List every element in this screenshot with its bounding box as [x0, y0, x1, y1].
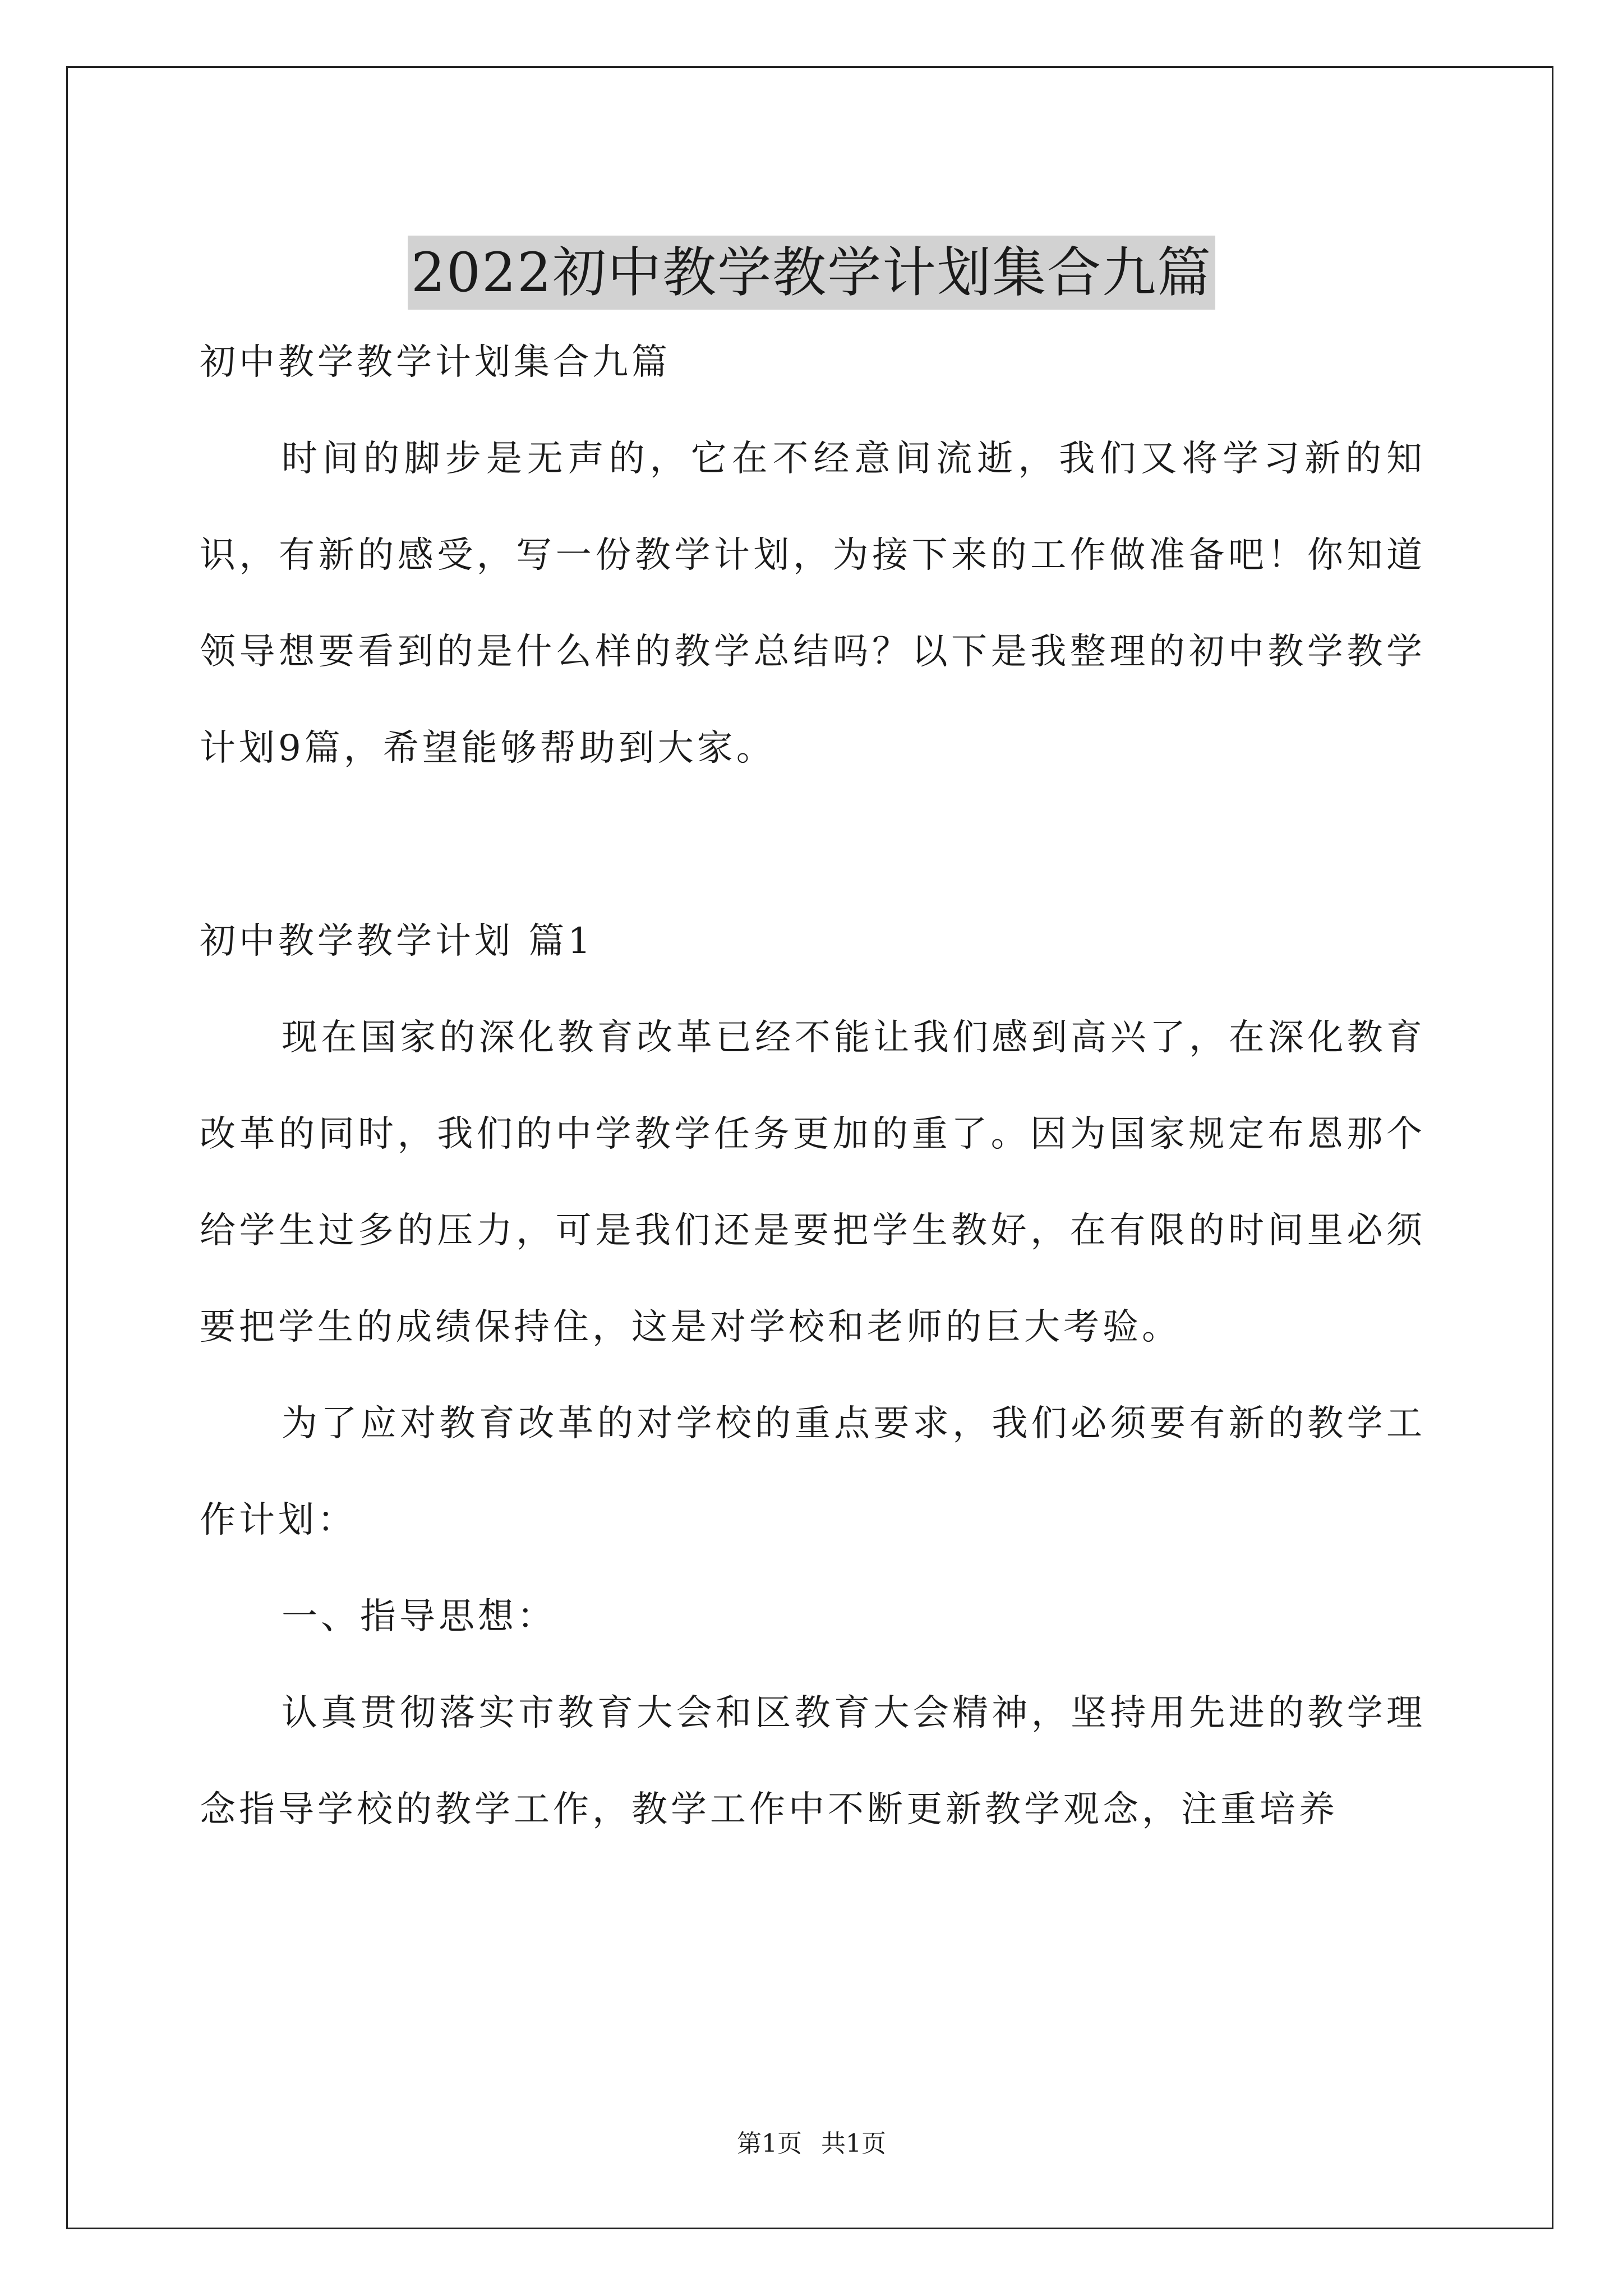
body-paragraph: 现在国家的深化教育改革已经不能让我们感到高兴了，在深化教育改革的同时，我们的中学教学任务更加的重了。因为国家规定布恩那个给学生过多的压力，可是我们还是要把学生教好，在有限的时间里必须要把学生的成绩保持住，这是对学校和老师的巨大考验。: [200, 1017, 1426, 1348]
page-number-total: 共1页: [821, 2129, 886, 2158]
subtitle-paragraph: 初中教学教学计划集合九篇: [200, 342, 671, 383]
document-title: 2022初中教学教学计划集合九篇: [408, 236, 1215, 310]
subsection-heading: 一、指导思想：: [282, 1596, 556, 1637]
document-body: [200, 314, 1426, 1858]
page-number-current: 第1页: [737, 2129, 802, 2158]
section-gap: [200, 797, 1426, 893]
page-footer: [0, 2127, 1623, 2161]
body-paragraph: 为了应对教育改革的对学校的重点要求，我们必须要有新的教学工作计划：: [200, 1403, 1426, 1541]
intro-paragraph: 时间的脚步是无声的，它在不经意间流逝，我们又将学习新的知识，有新的感受，写一份教学计划，为接下来的工作做准备吧！你知道领导想要看到的是什么样的教学总结吗？以下是我整理的初中教学教学计划9篇，希望能够帮助到大家。: [200, 438, 1426, 769]
section-heading: 初中教学教学计划 篇1: [200, 921, 594, 962]
body-paragraph: 认真贯彻落实市教育大会和区教育大会精神，坚持用先进的教学理念指导学校的教学工作，教学工作中不断更新教学观念，注重培养: [200, 1692, 1426, 1830]
